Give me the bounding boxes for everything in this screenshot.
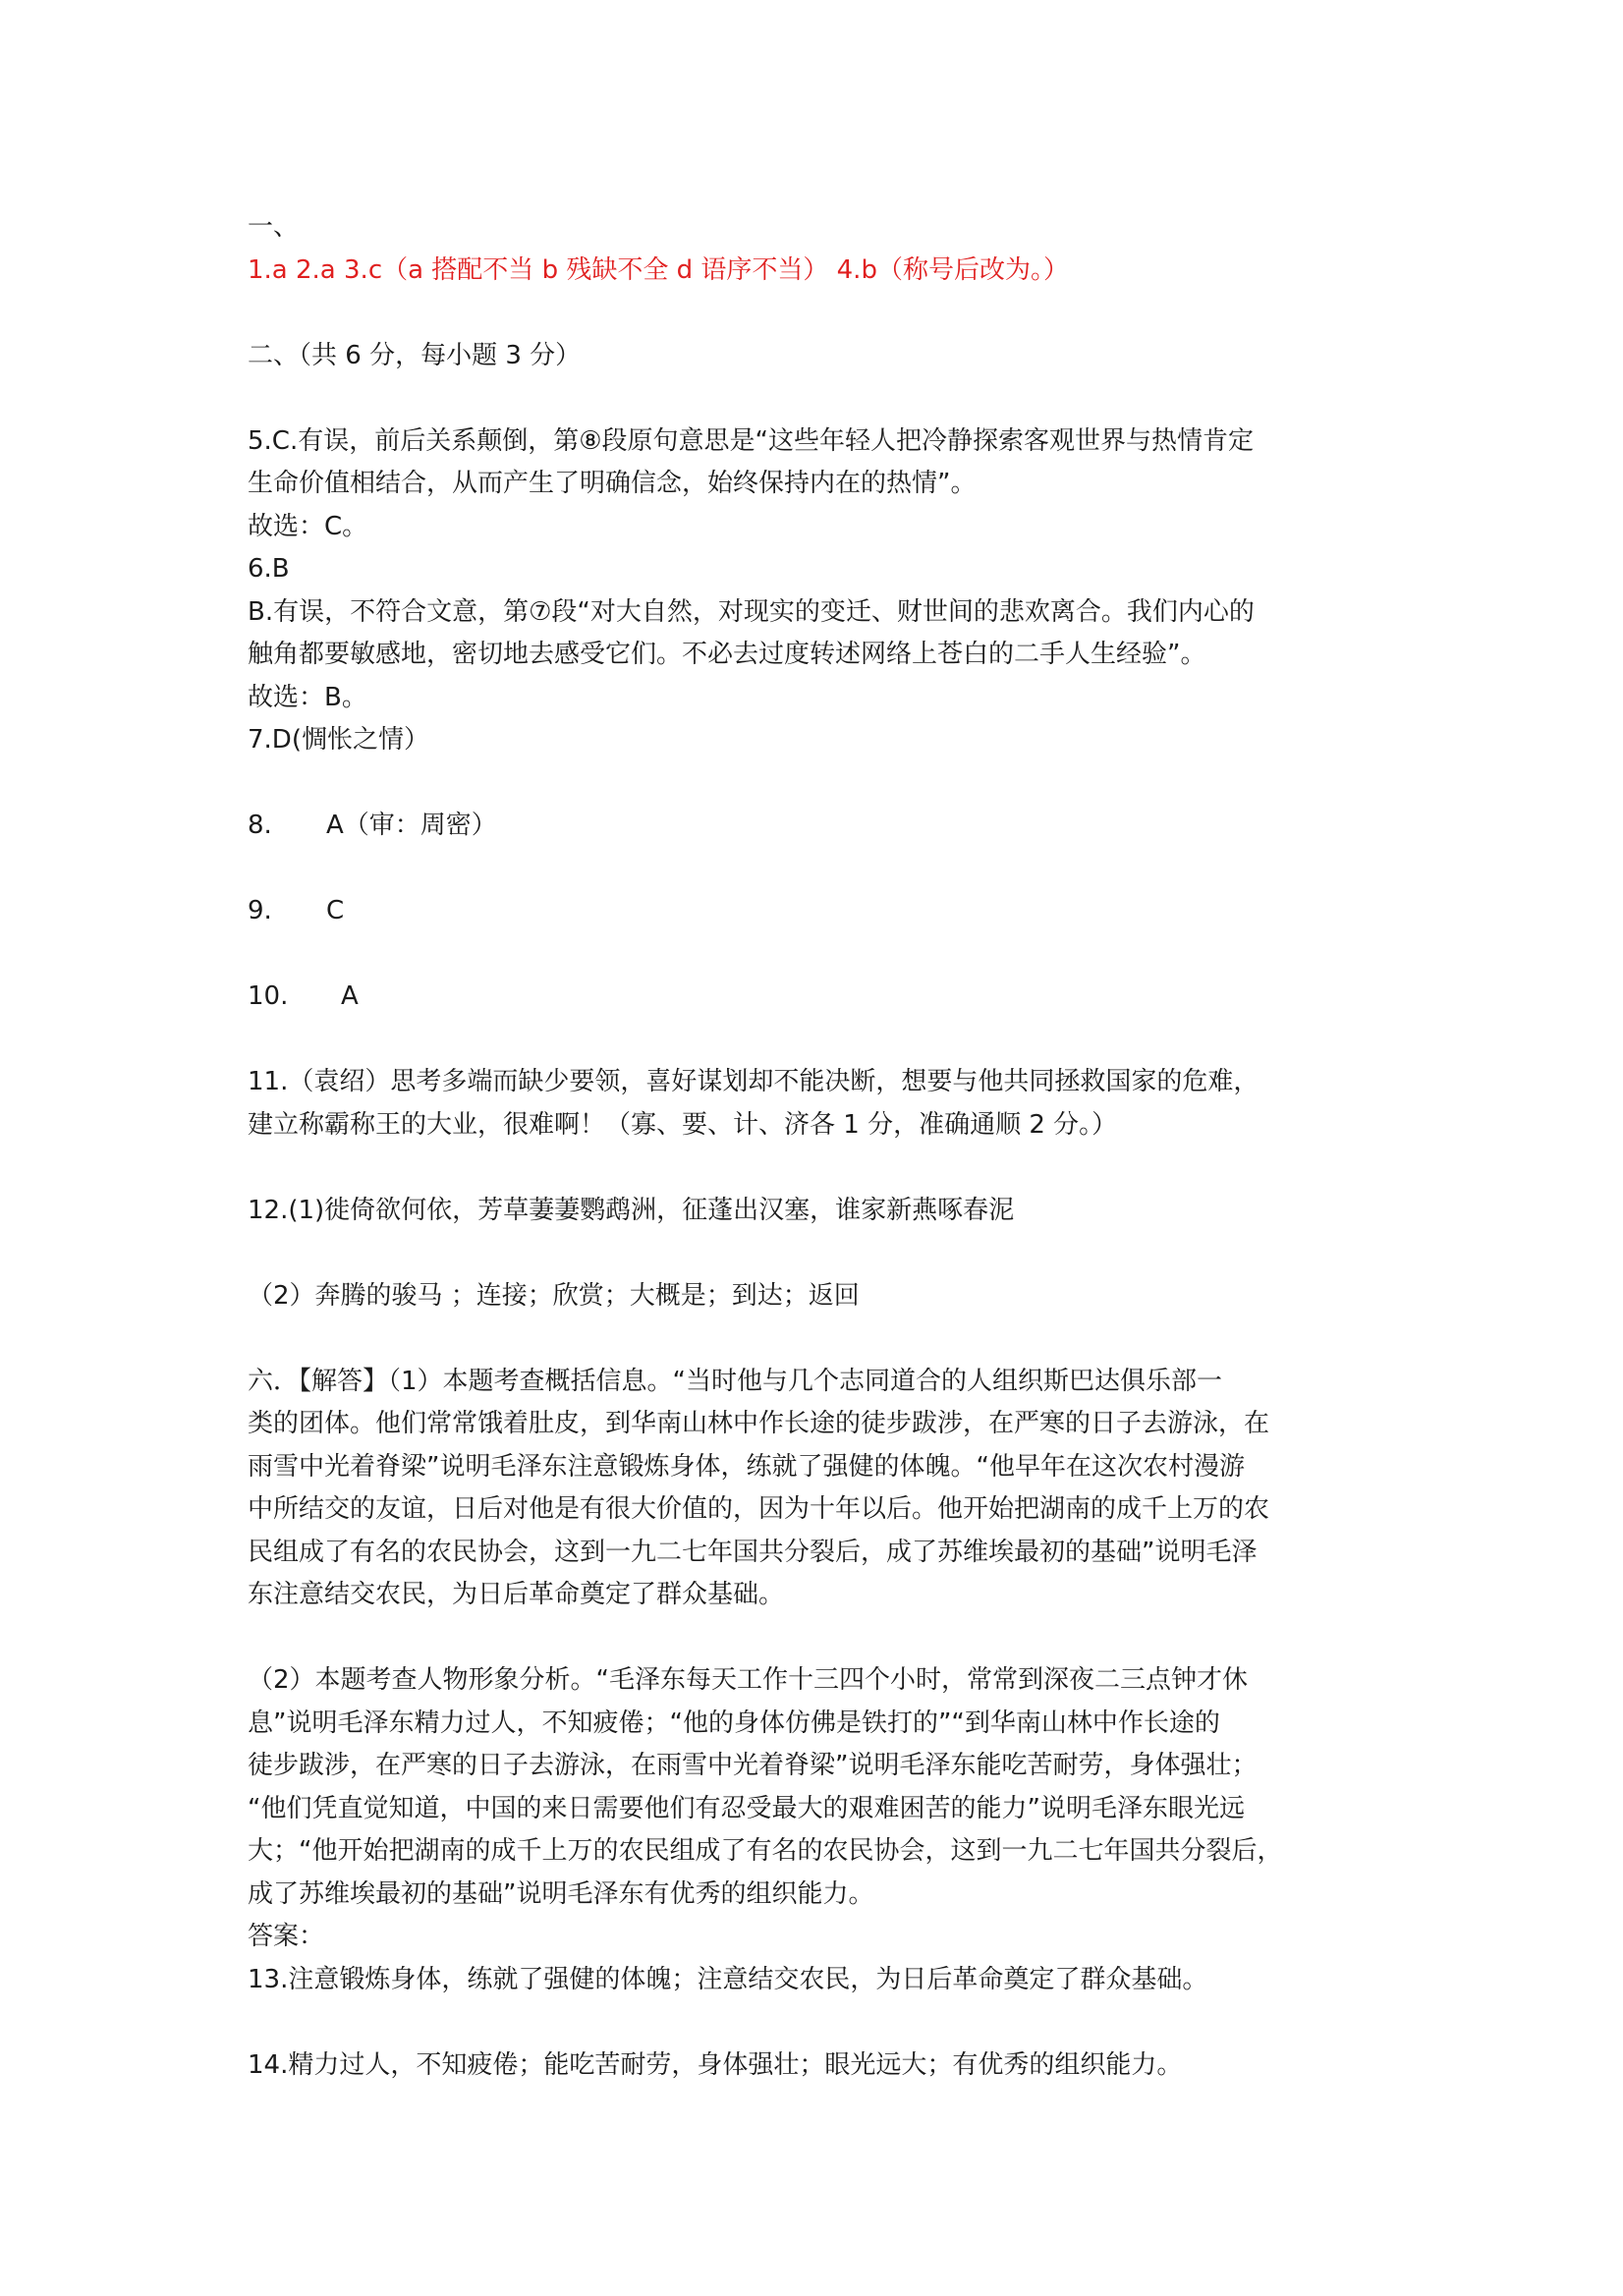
q13-answer: 13.注意锻炼身体，练就了强健的体魄；注意结交农民，为日后革命奠定了群众基础。 — [248, 1964, 1208, 1994]
spacer — [248, 1317, 1387, 1361]
q9-number: 9. — [248, 896, 272, 925]
section-6-p1-line: 东注意结交农民，为日后革命奠定了群众基础。 — [248, 1580, 785, 1609]
spacer — [248, 2001, 1387, 2044]
q7-answer: 7.D(惆怅之情） — [248, 725, 429, 755]
q11-line-1: 11.（袁绍）思考多端而缺少要领，喜好谋划却不能决断，想要与他共同拯救国家的危难， — [248, 1067, 1259, 1096]
spacer — [248, 1617, 1387, 1660]
q6-answer: 6.B — [248, 554, 290, 584]
q9-answer: C — [326, 896, 345, 925]
q9-row — [248, 890, 1387, 933]
section-6-p1-line: 雨雪中光着脊梁”说明毛泽东注意锻炼身体，练就了强健的体魄。“他早年在这次农村漫游 — [248, 1451, 1245, 1482]
spacer — [248, 848, 1387, 891]
q11-line-2: 建立称霸称王的大业，很难啊！（寡、要、计、济各 1 分，准确通顺 2 分。） — [248, 1109, 1118, 1140]
spacer — [248, 1232, 1387, 1275]
spacer — [248, 762, 1387, 806]
section-1-answers: 1.a 2.a 3.c（a 搭配不当 b 残缺不全 d 语序不当） 4.b（称号后改为。） — [248, 254, 1069, 285]
q8-number: 8. — [248, 811, 272, 840]
q6-line-2: 触角都要敏感地，密切地去感受它们。不必去过度转述网络上苍白的二手人生经验”。 — [248, 640, 1206, 669]
section-6-p1-line: 六．【解答】（1）本题考查概括信息。“当时他与几个志同道合的人组织斯巴达俱乐部一 — [248, 1366, 1223, 1396]
section-6-p2-line: 息”说明毛泽东精力过人，不知疲倦；“他的身体仿佛是铁打的”“到华南山林中作长途的 — [248, 1708, 1220, 1738]
section-6-p2-line: 成了苏维埃最初的基础”说明毛泽东有优秀的组织能力。 — [248, 1878, 874, 1909]
section-6-p1-line: 民组成了有名的农民协会，这到一九二七年国共分裂后，成了苏维埃最初的基础”说明毛泽 — [248, 1537, 1258, 1567]
spacer — [248, 292, 1387, 335]
section-6-p2-line: （2）本题考查人物形象分析。“毛泽东每天工作十三四个小时，常常到深夜二三点钟才休 — [248, 1665, 1249, 1695]
section-6-p2-line: “他们凭直觉知道，中国的来日需要他们有忍受最大的艰难困苦的能力”说明毛泽东眼光远 — [248, 1793, 1245, 1823]
q5-line-2: 生命价值相结合，从而产生了明确信念，始终保持内在的热情”。 — [248, 469, 977, 498]
q6-line-1: B.有误，不符合文意，第⑦段“对大自然，对现实的变迁、财世间的悲欢离合。我们内心的 — [248, 596, 1255, 627]
q5-choice: 故选：C。 — [248, 511, 368, 541]
q8-row — [248, 805, 1387, 848]
section-2-heading: 二、（共 6 分，每小题 3 分） — [248, 340, 582, 370]
q5-line-1: 5.C.有误，前后关系颠倒，第⑧段原句意思是“这些年轻人把冷静探索客观世界与热情肯定 — [248, 425, 1255, 456]
q12-part-1: 12.(1)徙倚欲何依，芳草萋萋鹦鹉洲，征蓬出汉塞，谁家新燕啄春泥 — [248, 1195, 1015, 1225]
spacer — [248, 1147, 1387, 1190]
q8-answer: A（审：周密） — [326, 811, 497, 840]
q10-number: 10. — [248, 981, 289, 1011]
q6-choice: 故选：B。 — [248, 682, 367, 712]
spacer — [248, 377, 1387, 420]
spacer — [248, 933, 1387, 977]
q10-answer: A — [341, 981, 359, 1011]
answer-label: 答案： — [248, 1922, 325, 1951]
q14-answer: 14.精力过人，不知疲倦；能吃苦耐劳，身体强壮；眼光远大；有优秀的组织能力。 — [248, 2049, 1183, 2080]
section-6-p1-line: 中所结交的友谊，日后对他是有很大价值的，因为十年以后。他开始把湖南的成千上万的农 — [248, 1494, 1270, 1524]
section-6-p2-line: 徒步跋涉，在严寒的日子去游泳，在雨雪中光着脊梁”说明毛泽东能吃苦耐劳，身体强壮； — [248, 1751, 1258, 1780]
spacer — [248, 1019, 1387, 1062]
section-6-p1-line: 类的团体。他们常常饿着肚皮，到华南山林中作长途的徒步跋涉，在严寒的日子去游泳，在 — [248, 1409, 1270, 1438]
section-1-heading: 一、 — [248, 212, 300, 242]
q10-row — [248, 976, 1387, 1019]
section-6-p2-line: 大；“他开始把湖南的成千上万的农民组成了有名的农民协会，这到一九二七年国共分裂后， — [248, 1836, 1283, 1866]
q12-part-2: （2）奔腾的骏马 ；连接；欣赏；大概是；到达；返回 — [248, 1280, 860, 1311]
